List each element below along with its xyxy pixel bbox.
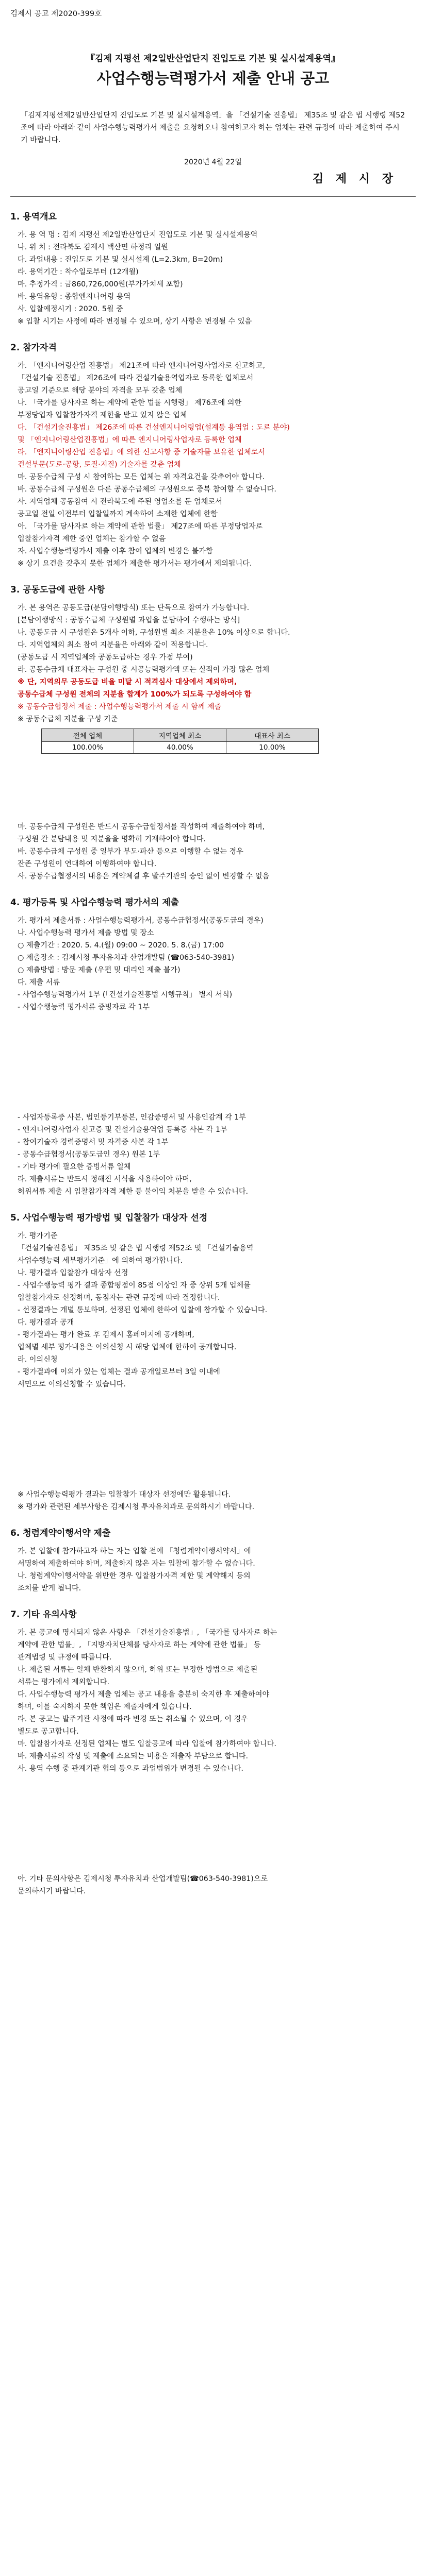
notice-document [10, 4, 416, 2576]
text-line: 다. 지역업체의 최소 참여 지분율은 아래와 같이 적용합니다. [18, 641, 208, 649]
text-line: 바. 용역유형 : 종합엔지니어링 용역 [18, 293, 131, 301]
section-heading-evaluation: 5. 사업수행능력 평가방법 및 입찰참가 대상자 선정 [10, 1213, 208, 1223]
text-line: 서명하여 제출하여야 하며, 제출하지 않은 자는 입찰에 참가할 수 없습니다. [18, 1560, 255, 1568]
text-line: 가. 본 입찰에 참가하고자 하는 자는 입찰 전에 「청렴계약이행서약서」에 [18, 1547, 251, 1555]
blank-space [10, 1775, 416, 1873]
section-heading-submission: 4. 평가등록 및 사업수행능력 평가서의 제출 [10, 897, 179, 908]
text-line: 서류는 평가에서 제외합니다. [18, 1678, 109, 1686]
text-line: - 사업수행능력 평가 결과 종합평점이 85점 이상인 자 중 상위 5개 업체를 [18, 1281, 251, 1290]
joint-contract-note: ※ 단, 지역의무 공동도급 비율 미달 시 적격심사 대상에서 제외하며, [18, 678, 237, 686]
text-line: 문의하시기 바랍니다. [18, 1887, 86, 1895]
section-heading-eligibility: 2. 참가자격 [10, 343, 57, 353]
text-line: 건설부문(도로·공항, 토질·지질) 기술자를 갖춘 업체 [18, 461, 181, 469]
text-line: 아. 「국가를 당사자로 하는 계약에 관한 법률」 제27조에 따른 부정당업자로 [18, 522, 263, 531]
text-line: ※ 평가와 관련된 세부사항은 김제시청 투자유치과로 문의하시기 바랍니다. [18, 1503, 255, 1511]
text-line: 바. 공동수급체 구성원 중 일부가 부도·파산 등으로 이행할 수 없는 경우 [18, 848, 243, 856]
section-heading-integrity-pledge: 6. 청렴계약이행서약 제출 [10, 1528, 111, 1538]
eligibility-highlight-list [10, 421, 416, 471]
text-line: ※ 입찰 시기는 사정에 따라 변경될 수 있으며, 상기 사항은 변경될 수 있음 [18, 317, 252, 326]
text-line: 바. 공동수급체 구성원은 다른 공동수급체의 구성원으로 중복 참여할 수 없습니다. [18, 485, 276, 494]
text-line: 다. 평가결과 공개 [18, 1318, 74, 1327]
text-line: 공고일 전일 이전부터 입찰일까지 계속하여 소재한 업체에 한함 [18, 510, 218, 518]
text-line: 라. 본 공고는 발주기관 사정에 따라 변경 또는 취소될 수 있으며, 이 경우 [18, 1715, 248, 1723]
notice-number: 김제시 공고 제2020-399호 [10, 10, 102, 18]
text-line: - 사업수행능력 평가서류 증빙자료 각 1부 [18, 1003, 150, 1011]
text-line: 공고일 기준으로 해당 분야의 자격을 모두 갖춘 업체 [18, 386, 183, 395]
agreement-submission-note: ※ 공동수급협정서 제출 : 사업수행능력평가서 제출 시 함께 제출 [18, 703, 222, 711]
text-line: 나. 청렴계약이행서약을 위반한 경우 입찰참가자격 제한 및 계약해지 등의 [18, 1572, 251, 1580]
text-line: 잔존 구성원이 연대하여 이행하여야 합니다. [18, 860, 157, 868]
text-line: - 선정결과는 개별 통보하며, 선정된 업체에 한하여 입찰에 참가할 수 있습니다. [18, 1306, 268, 1314]
notice-date: 2020년 4월 22일 [184, 158, 242, 166]
text-line: 라. 공동수급체 대표자는 구성원 중 시공능력평가액 또는 실적이 가장 많은 업체 [18, 666, 270, 674]
text-line: 자. 사업수행능력평가서 제출 이후 참여 업체의 변경은 불가함 [18, 547, 213, 555]
text-line: 다. 과업내용 : 진입도로 기본 및 실시설계 (L=2.3km, B=20m) [18, 256, 223, 264]
blank-space [10, 759, 416, 821]
text-line: - 사업자등록증 사본, 법인등기부등본, 인감증명서 및 사용인감계 각 1부 [18, 1113, 246, 1122]
text-line: 나. 사업수행능력 평가서 제출 방법 및 장소 [18, 929, 154, 937]
text-line: 라. 제출서류는 반드시 정해진 서식을 사용하여야 하며, [18, 1175, 192, 1183]
text-line: ※ 사업수행능력평가 결과는 입찰참가 대상자 선정에만 활용됩니다. [18, 1490, 231, 1499]
text-line: 계약에 관한 법률」, 「지방자치단체를 당사자로 하는 계약에 관한 법률」 등 [18, 1641, 261, 1649]
text-line: 나. 위 치 : 전라북도 김제시 백산면 하정리 일원 [18, 243, 169, 251]
text-line: ○ 제출장소 : 김제시청 투자유치과 산업개발팀 (☎063-540-3981) [18, 954, 235, 962]
text-line: 라. 이의신청 [18, 1355, 58, 1364]
table-cell: 10.00% [226, 742, 319, 754]
text-line: 「건설기술진흥법」 제35조 및 같은 법 시행령 제52조 및 「건설기술용역 [18, 1244, 254, 1252]
blank-space [10, 1013, 416, 1111]
text-line: 나. 「국가를 당사자로 하는 계약에 관한 법률 시행령」 제76조에 의한 [18, 399, 242, 407]
text-line: - 평가결과에 이의가 있는 업체는 결과 공개일로부터 3일 이내에 [18, 1368, 220, 1376]
table-cell: 100.00% [42, 742, 134, 754]
text-line: 다. 「건설기술진흥법」 제26조에 따른 건설엔지니어링업(설계등 용역업 : 도로 분야) [18, 423, 290, 432]
text-line: ※ 상기 요건을 갖추지 못한 업체가 제출한 평가서는 평가에서 제외됩니다. [18, 560, 252, 568]
notes-list [10, 1626, 416, 1775]
text-line: 라. 「엔지니어링산업 진흥법」에 의한 신고사항 중 기술자를 보유한 업체로서 [18, 448, 266, 456]
text-line: 하며, 이를 숙지하지 못한 책임은 제출자에게 있습니다. [18, 1703, 192, 1711]
text-line: 조치를 받게 됩니다. [18, 1584, 81, 1592]
text-line: 관계법령 및 규정에 따릅니다. [18, 1653, 112, 1662]
text-line: 부정당업자 입찰참가자격 제한을 받고 있지 않은 업체 [18, 411, 187, 419]
text-line: 구성원 간 분담내용 및 지분율을 명확히 기재하여야 합니다. [18, 835, 206, 843]
text-line: 마. 공동수급체 구성 시 참여하는 모든 업체는 위 자격요건을 갖추어야 합니다. [18, 473, 265, 481]
section-heading-overview: 1. 용역개요 [10, 212, 57, 222]
text-line: 마. 입찰참가자로 선정된 업체는 별도 입찰공고에 따라 입찰에 참가하여야 합니다. [18, 1740, 276, 1748]
text-line: 입찰참가자로 선정하며, 동점자는 관련 규정에 따라 결정합니다. [18, 1294, 220, 1302]
text-line: 가. 평가기준 [18, 1232, 58, 1240]
joint-contract-list [10, 602, 416, 676]
section-heading-joint-contract: 3. 공동도급에 관한 사항 [10, 585, 105, 595]
table-header: 전체 업체 [42, 729, 134, 742]
text-line: 아. 기타 문의사항은 김제시청 투자유치과 산업개발팀(☎063-540-3981)으로 [18, 1875, 268, 1883]
text-line: 가. 평가서 제출서류 : 사업수행능력평가서, 공동수급협정서(공동도급의 경우) [18, 917, 264, 925]
joint-contract-note-2: 공동수급체 구성원 전체의 지분율 합계가 100%가 되도록 구성하여야 함 [18, 690, 252, 699]
evaluation-list-2 [10, 1488, 416, 1513]
document-subtitle: 『김제 지평선 제2일반산업단지 진입도로 기본 및 실시설계용역』 [86, 54, 340, 64]
evaluation-list [10, 1230, 416, 1391]
notes-list-2 [10, 1873, 416, 1897]
table-header: 지역업체 최소 [134, 729, 226, 742]
joint-contract-list-2 [10, 821, 416, 883]
document-title: 사업수행능력평가서 제출 안내 공고 [96, 70, 330, 87]
text-line: 마. 추정가격 : 금860,726,000원(부가가치세 포함) [18, 280, 183, 289]
eligibility-list [10, 360, 416, 421]
submission-list-2 [10, 1111, 416, 1198]
divider [10, 196, 416, 197]
text-line: 가. 본 용역은 공동도급(분담이행방식) 또는 단독으로 참여가 가능합니다. [18, 604, 250, 612]
text-line: ○ 제출방법 : 방문 제출 (우편 및 대리인 제출 불가) [18, 966, 181, 974]
text-line: 바. 제출서류의 작성 및 제출에 소요되는 비용은 제출자 부담으로 합니다. [18, 1752, 249, 1760]
text-line: 가. 「엔지니어링산업 진흥법」 제21조에 따라 엔지니어링사업자로 신고하고, [18, 362, 265, 370]
text-line: [분담이행방식 : 공동수급체 구성원별 과업을 분담하여 수행하는 방식] [18, 616, 240, 624]
text-line: ○ 제출기간 : 2020. 5. 4.(월) 09:00 ~ 2020. 5. 8.(금) 17:00 [18, 941, 224, 950]
eligibility-list-2 [10, 471, 416, 570]
intro-paragraph: 「김제지평선제2일반산업단지 진입도로 기본 및 실시설계용역」을 「건설기술 진흥법」 제35조 및 같은 법 시행령 제52조에 따라 아래와 같이 사업수행능력평가서 제출을 요청하오니 참여하고자 하는 업체는 관련 규정에 따라 제출하여 주시기 바랍니다. [21, 111, 405, 144]
table-cell: 40.00% [134, 742, 226, 754]
text-line: 다. 제출 서류 [18, 978, 60, 987]
text-line: 사. 입찰예정시기 : 2020. 5월 중 [18, 305, 123, 313]
text-line: 나. 공동도급 시 구성원은 5개사 이하, 구성원별 최소 지분율은 10% 이상으로 합니다. [18, 629, 290, 637]
text-line: 사. 공동수급협정서의 내용은 계약체결 후 발주기관의 승인 없이 변경할 수 없음 [18, 872, 270, 880]
submission-list [10, 914, 416, 1013]
text-line: 다. 사업수행능력 평가서 제출 업체는 공고 내용을 충분히 숙지한 후 제출하여야 [18, 1690, 270, 1699]
table-header: 대표사 최소 [226, 729, 319, 742]
text-line: - 엔지니어링사업자 신고증 및 건설기술용역업 등록증 사본 각 1부 [18, 1126, 227, 1134]
text-line: 서면으로 이의신청할 수 있습니다. [18, 1380, 126, 1388]
share-table-caption: ※ 공동수급체 지분율 구성 기준 [18, 715, 118, 723]
text-line: 업체별 세부 평가내용은 이의신청 시 해당 업체에 한하여 공개합니다. [18, 1343, 237, 1351]
text-line: 사업수행능력 세부평가기준」에 의하여 평가합니다. [18, 1257, 183, 1265]
blank-space [10, 1391, 416, 1488]
text-line: - 평가결과는 평가 완료 후 김제시 홈페이지에 공개하며, [18, 1331, 194, 1339]
text-line: - 공동수급협정서(공동도급인 경우) 원본 1부 [18, 1150, 160, 1159]
text-line: 허위서류 제출 시 입찰참가자격 제한 등 불이익 처분을 받을 수 있습니다. [18, 1188, 249, 1196]
text-line: 나. 제출된 서류는 일체 반환하지 않으며, 허위 또는 부정한 방법으로 제출된 [18, 1666, 258, 1674]
issuer-signature: 김 제 시 장 [313, 173, 397, 185]
share-ratio-table [41, 728, 319, 754]
text-line: 라. 용역기간 : 착수일로부터 (12개월) [18, 268, 139, 276]
text-line: 가. 본 공고에 명시되지 않은 사항은 「건설기술진흥법」, 「국가를 당사자로 하는 [18, 1629, 277, 1637]
overview-list [10, 229, 416, 328]
integrity-pledge-list [10, 1545, 416, 1595]
text-line: 및 「엔지니어링산업진흥법」에 따른 엔지니어링사업자로 등록한 업체 [18, 436, 242, 444]
section-heading-notes: 7. 기타 유의사항 [10, 1609, 77, 1620]
text-line: 사. 용역 수행 중 관계기관 협의 등으로 과업범위가 변경될 수 있습니다. [18, 1765, 243, 1773]
text-line: 마. 공동수급체 구성원은 반드시 공동수급협정서를 작성하여 제출하여야 하며, [18, 823, 265, 831]
text-line: 사. 지역업체 공동참여 시 전라북도에 주된 영업소를 둔 업체로서 [18, 498, 222, 506]
text-line: 별도로 공고합니다. [18, 1727, 79, 1736]
text-line: 입찰참가자격 제한 중인 업체는 참가할 수 없음 [18, 535, 166, 543]
text-line: 나. 평가결과 입찰참가 대상자 선정 [18, 1269, 128, 1277]
text-line: - 사업수행능력평가서 1부 (「건설기술진흥법 시행규칙」 별지 서식) [18, 991, 233, 999]
text-line: - 참여기술자 경력증명서 및 자격증 사본 각 1부 [18, 1138, 169, 1146]
text-line: 가. 용 역 명 : 김제 지평선 제2일반산업단지 진입도로 기본 및 실시설계용역 [18, 231, 258, 239]
text-line: - 기타 평가에 필요한 증빙서류 일체 [18, 1163, 131, 1171]
text-line: 「건설기술 진흥법」 제26조에 따라 건설기술용역업자로 등록한 업체로서 [18, 374, 254, 382]
text-line: (공동도급 시 지역업체와 공동도급하는 경우 가점 부여) [18, 653, 193, 662]
